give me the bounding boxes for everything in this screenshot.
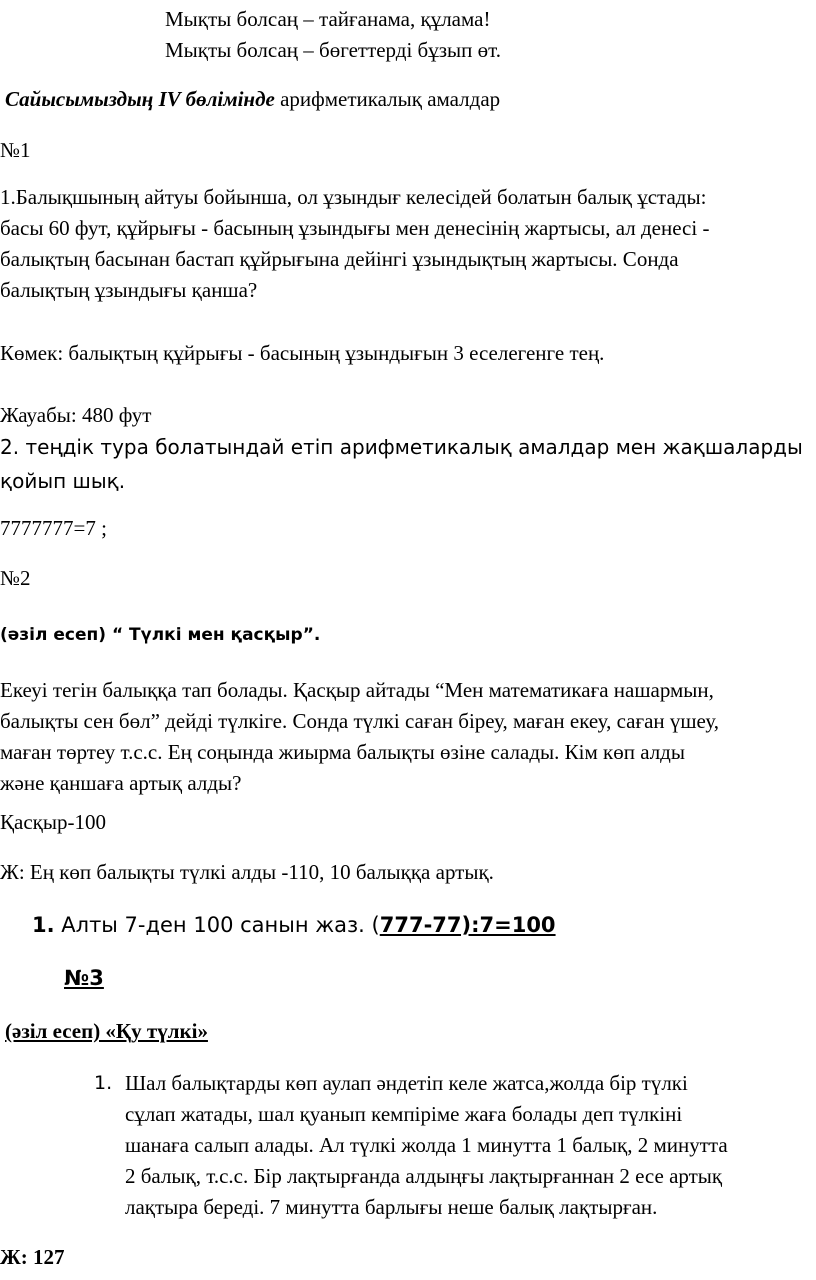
- problem-1-answer: Жауабы: 480 фут: [0, 403, 152, 427]
- problem-2-task-solution: 777-77):7=100: [379, 913, 556, 937]
- problem-3-text-line: шанаға салып алады. Ал түлкі жолда 1 минутта 1 балық, 2 минутта: [125, 1133, 728, 1157]
- problem-3-answer: Ж: 127: [0, 1245, 65, 1269]
- problem-2-text-line: маған төртеу т.с.с. Ең соңында жиырма балықты өзіне салады. Кім көп алды: [0, 740, 685, 764]
- problem-2-text-line: Екеуі тегін балыққа тап болады. Қасқыр айтады “Мен математикаға нашармын,: [0, 678, 714, 702]
- problem-2-text-line: балықты сен бөл” дейді түлкіге. Сонда түлкі саған біреу, маған екеу, саған үшеу,: [0, 709, 720, 733]
- problem-3-text-line: сұлап жатады, шал қуанып кемпіріме жаға болады деп түлкіні: [125, 1102, 683, 1126]
- problem-3-text-line: 2 балық, т.с.с. Бір лақтырғанда алдыңғы лақтырғаннан 2 есе артық: [125, 1164, 723, 1188]
- problem-1-hint: Көмек: балықтың құйрығы - басының ұзындығын 3 еселегенге тең.: [0, 341, 605, 365]
- problem-1-text-line: басы 60 фут, құйрығы - басының ұзындығы мен денесінің жартысы, ал денесі -: [0, 216, 710, 240]
- problem-2-task: [32, 909, 556, 941]
- epigraph-line-2: Мықты болсаң – бөгеттерді бұзып өт.: [165, 38, 501, 62]
- problem-2-text-line: және қаншаға артық алды?: [0, 771, 242, 795]
- problem-1-task-2-line: қойып шық.: [0, 469, 126, 493]
- problem-3-text-line: лақтыра береді. 7 минутта барлығы неше балық лақтырған.: [125, 1195, 658, 1219]
- problem-2-answer: Ж: Ең көп балықты түлкі алды -110, 10 балыққа артық.: [0, 860, 494, 884]
- problem-1-equation: 7777777=7 ;: [0, 516, 107, 540]
- problem-3-joke-title: (әзіл есеп) «Қу түлкі»: [5, 1019, 208, 1043]
- problem-2-joke-title: (әзіл есеп) “ Түлкі мен қасқыр”.: [0, 625, 321, 645]
- section-heading-italic: Сайысымыздың IV бөлімінде: [5, 87, 275, 111]
- problem-3-number: №3: [64, 966, 104, 990]
- problem-2-number: №2: [0, 566, 31, 590]
- problem-1-task-2-line: 2. теңдік тура болатындай етіп арифметикалық амалдар мен жақшаларды: [0, 435, 803, 459]
- problem-2-wolf-result: Қасқыр-100: [0, 810, 106, 834]
- problem-1-text-line: 1.Балықшының айтуы бойынша, ол ұзындығ келесідей болатын балық ұстады:: [0, 185, 707, 209]
- problem-1-number: №1: [0, 138, 31, 162]
- problem-1-text-line: балықтың ұзындығы қанша?: [0, 278, 258, 302]
- problem-3-item-marker: 1.: [94, 1072, 113, 1094]
- problem-2-task-marker: 1.: [32, 913, 55, 937]
- epigraph-line-1: Мықты болсаң – тайғанама, құлама!: [165, 7, 491, 31]
- problem-3-text-line: Шал балықтарды көп аулап әндетіп келе жатса,жолда бір түлкі: [125, 1071, 688, 1095]
- problem-2-task-text: Алты 7-ден 100 санын жаз. (: [61, 913, 380, 937]
- section-heading: [5, 84, 500, 114]
- section-heading-plain: арифметикалық амалдар: [280, 87, 501, 111]
- problem-1-text-line: балықтың басынан бастап құйрығына дейінгі ұзындықтың жартысы. Сонда: [0, 247, 679, 271]
